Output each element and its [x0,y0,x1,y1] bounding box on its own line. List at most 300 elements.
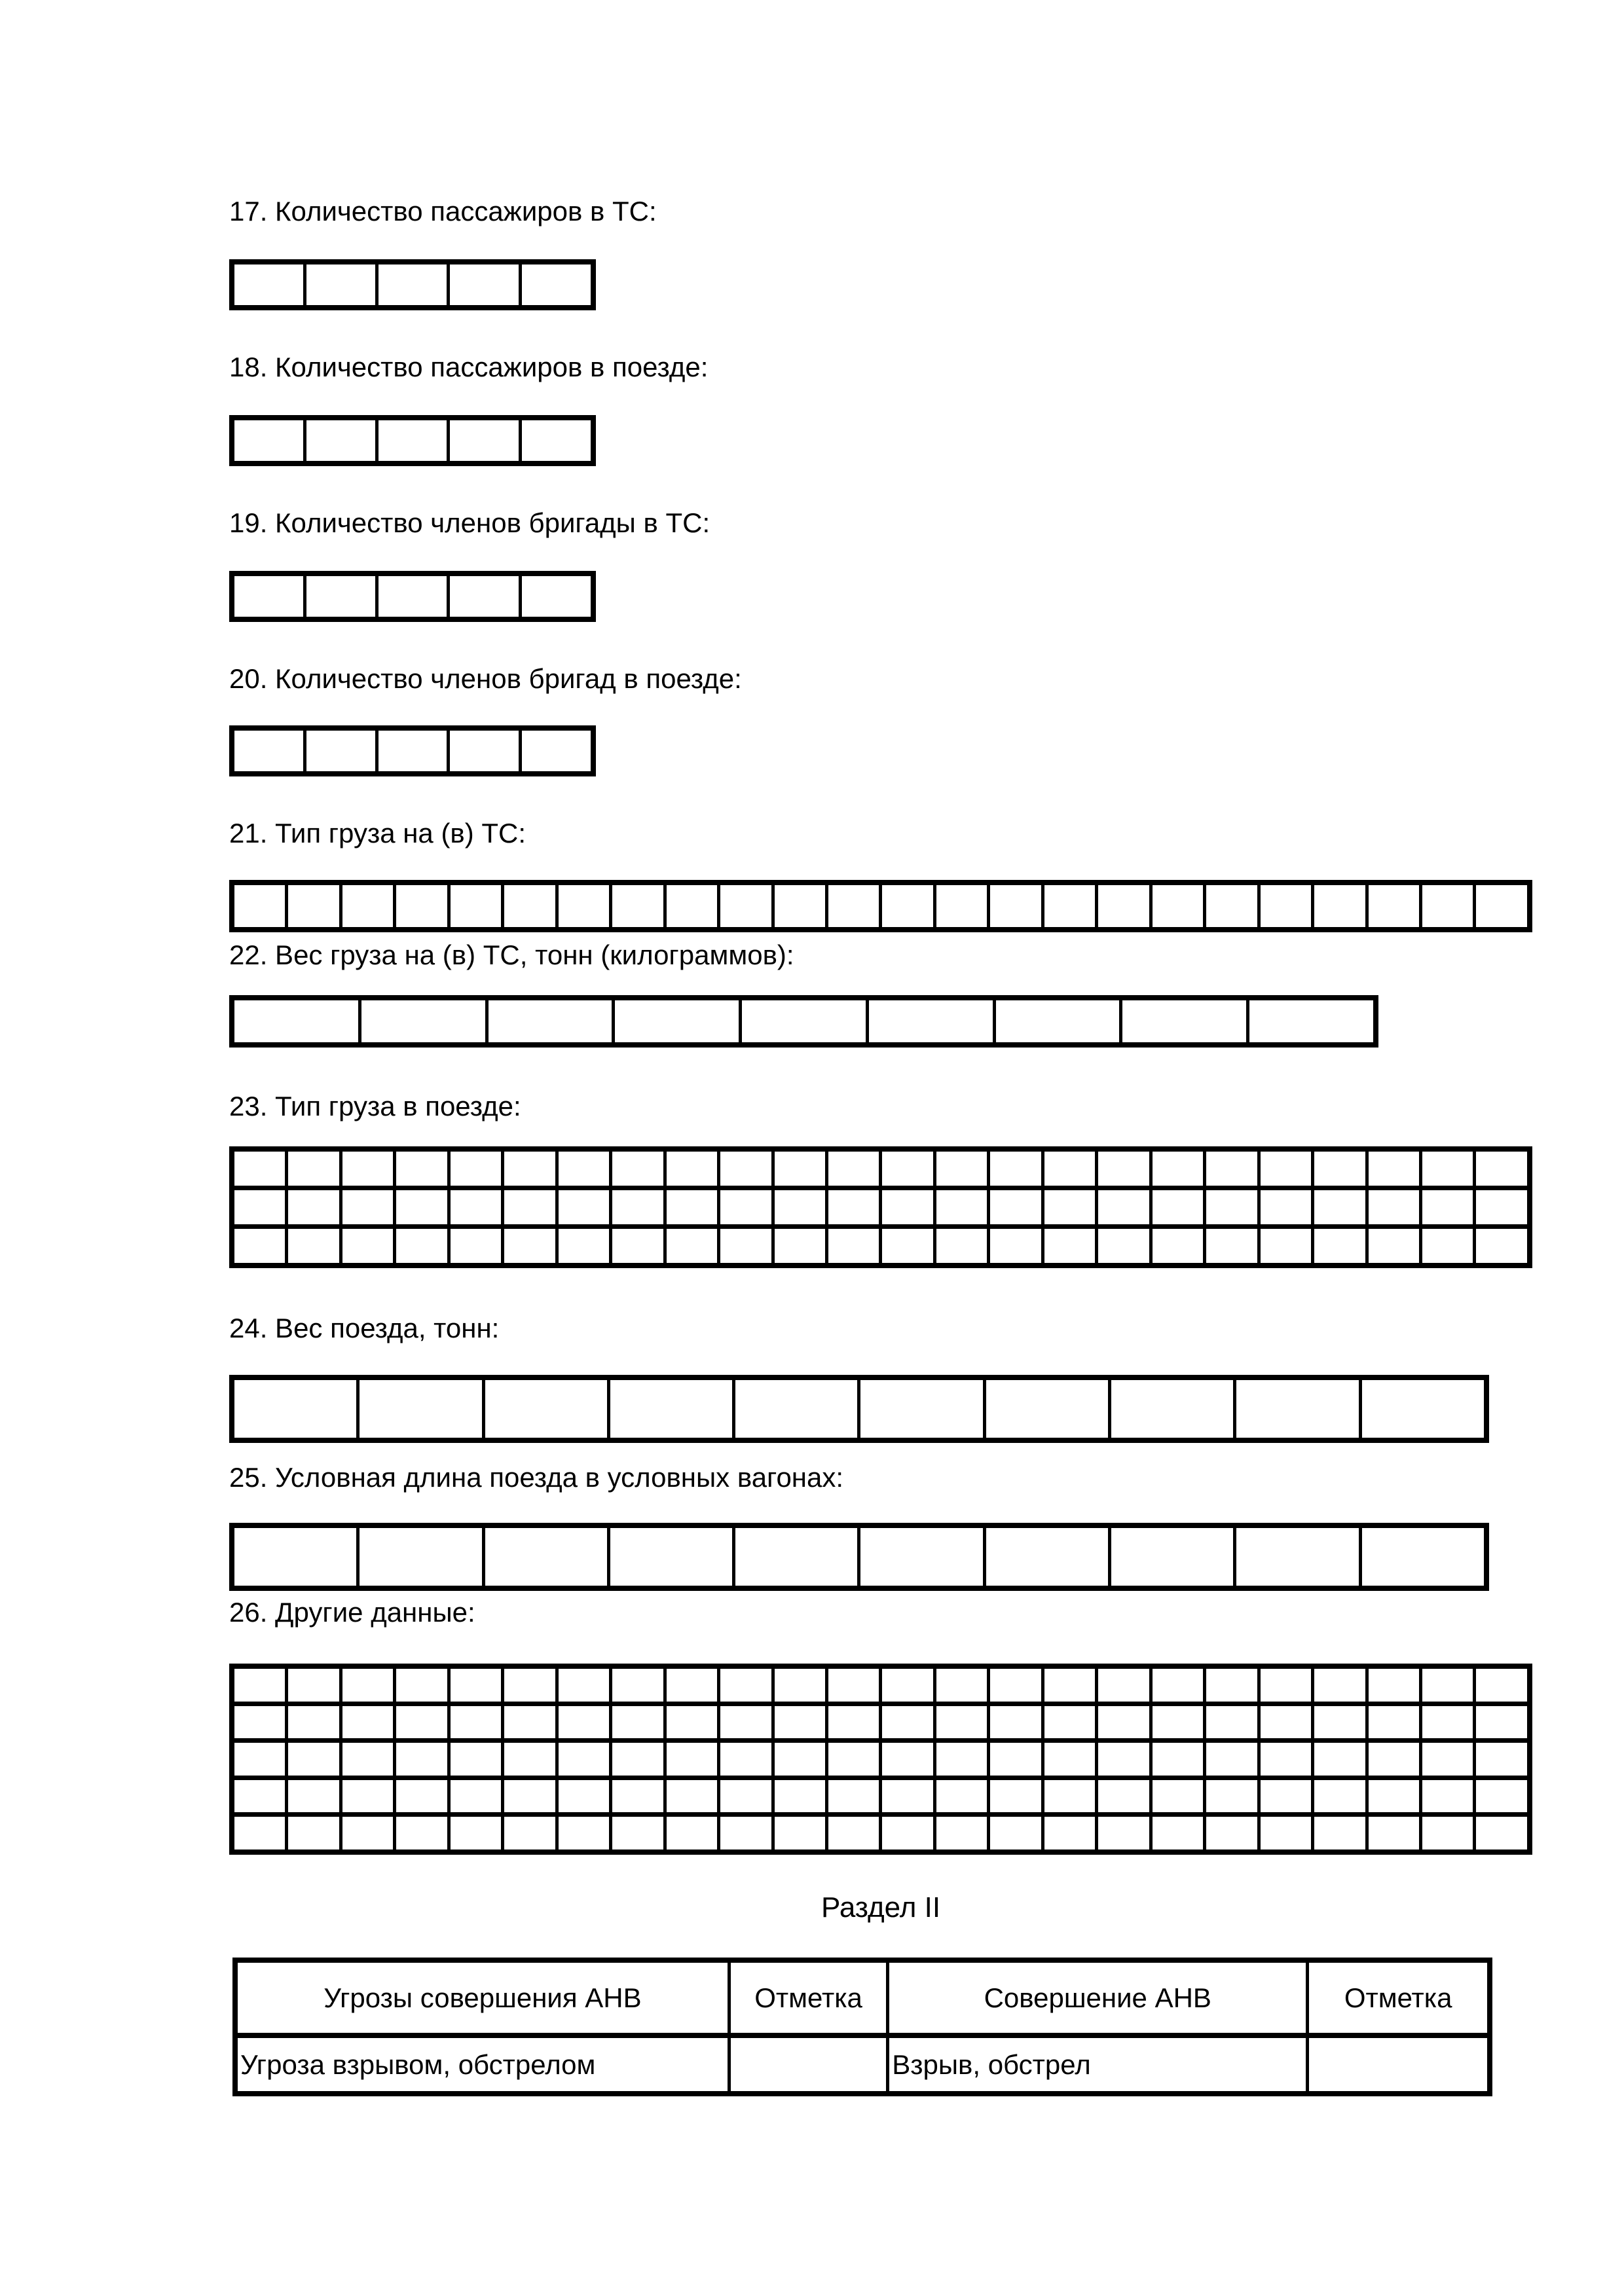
field-26-boxes [229,1664,1532,1855]
char-cell [501,1817,555,1850]
char-cell [825,1817,879,1850]
char-cell [879,1152,932,1186]
char-cell [1041,1669,1095,1702]
field-17-label: 17. Количество пассажиров в ТС: [229,196,657,227]
char-cell [663,1669,717,1702]
char-box-row [234,731,591,771]
char-cell [234,1528,356,1586]
char-cell [1041,1229,1095,1263]
char-cell [234,420,303,461]
char-cell [501,1743,555,1776]
char-cell [609,1743,663,1776]
char-cell [555,1229,609,1263]
char-cell [1311,1152,1365,1186]
char-cell [1257,1669,1311,1702]
char-cell [393,1229,447,1263]
char-cell [857,1380,982,1438]
char-cell [825,1780,879,1813]
char-cell [717,1669,771,1702]
char-cell [234,1000,358,1042]
char-cell [771,1780,825,1813]
field-21-label: 21. Тип груза на (в) ТС: [229,818,526,848]
char-cell [1257,1706,1311,1739]
char-cell [1041,1817,1095,1850]
char-cell [879,1669,932,1702]
char-cell [933,1190,987,1224]
field-22-boxes [229,995,1378,1048]
char-cell [1203,1780,1257,1813]
char-box-row [234,420,591,461]
char-cell [1257,1229,1311,1263]
char-cell [555,1780,609,1813]
char-cell [501,885,555,927]
char-cell [987,1817,1041,1850]
char-cell [1419,1743,1473,1776]
char-box-row [234,1738,1527,1776]
char-cell [771,1190,825,1224]
header-threats: Угрозы совершения АНВ [323,1982,642,2013]
char-cell [739,1000,866,1042]
char-cell [1419,1780,1473,1813]
char-cell [879,1817,932,1850]
section-2-title: Раздел II [821,1891,941,1923]
char-cell [519,420,591,461]
char-cell [447,264,519,305]
char-cell [375,731,447,771]
char-cell [339,1190,393,1224]
char-cell [612,1000,739,1042]
char-cell [1149,1706,1203,1739]
char-cell [447,1669,501,1702]
char-cell [375,264,447,305]
char-cell [879,1190,932,1224]
char-cell [933,1780,987,1813]
char-cell [356,1528,481,1586]
char-cell [1365,1706,1419,1739]
char-cell [1365,1743,1419,1776]
char-cell [234,1780,285,1813]
char-cell [234,1380,356,1438]
threats-table-header-row [238,1963,1487,2033]
char-cell [1419,1190,1473,1224]
char-cell [1041,1190,1095,1224]
field-24-boxes [229,1375,1489,1443]
char-cell [825,1743,879,1776]
char-cell [933,1706,987,1739]
char-cell [519,576,591,617]
char-cell [1149,1817,1203,1850]
char-cell [1311,885,1365,927]
char-box-row [234,1152,1527,1186]
char-cell [717,1152,771,1186]
char-cell [482,1380,607,1438]
char-cell [609,1152,663,1186]
char-cell [1203,1669,1257,1702]
char-cell [825,885,879,927]
char-cell [285,885,339,927]
char-cell [519,731,591,771]
char-cell [234,1229,285,1263]
char-cell [447,1817,501,1850]
header-mark-2: Отметка [1306,1963,1487,2033]
char-cell [1149,1229,1203,1263]
char-cell [358,1000,485,1042]
field-23-boxes [229,1146,1532,1268]
char-cell [1311,1190,1365,1224]
char-cell [285,1229,339,1263]
char-cell [234,1743,285,1776]
field-20-boxes [229,725,596,776]
char-cell [1473,1190,1526,1224]
field-26-label: 26. Другие данные: [229,1597,475,1628]
char-cell [447,885,501,927]
threats-table [232,1958,1492,2096]
char-cell [234,1190,285,1224]
char-cell [879,1706,932,1739]
char-cell [987,1152,1041,1186]
char-cell [1365,1669,1419,1702]
char-cell [663,1706,717,1739]
char-cell [1257,1743,1311,1776]
char-cell [1203,1190,1257,1224]
char-cell [356,1380,481,1438]
char-cell [717,1780,771,1813]
char-cell [393,1152,447,1186]
char-cell [987,885,1041,927]
char-cell [933,1817,987,1850]
char-box-row [234,576,591,617]
char-cell [771,1229,825,1263]
char-cell [879,1743,932,1776]
char-cell [607,1528,732,1586]
char-cell [1149,1669,1203,1702]
char-cell [555,885,609,927]
char-cell [393,1780,447,1813]
char-cell [519,264,591,305]
field-25-label: 25. Условная длина поезда в условных вагонах: [229,1462,844,1493]
char-cell [447,1152,501,1186]
char-cell [485,1000,612,1042]
char-cell [339,1780,393,1813]
char-cell [1473,1780,1526,1813]
char-cell [1473,1669,1526,1702]
char-cell [1311,1706,1365,1739]
char-cell [879,1780,932,1813]
char-cell [339,1743,393,1776]
char-cell [933,885,987,927]
char-cell [1233,1528,1358,1586]
char-cell [609,1669,663,1702]
field-18-boxes [229,415,596,466]
char-cell [234,1817,285,1850]
char-cell [933,1152,987,1186]
char-cell [285,1152,339,1186]
char-cell [447,731,519,771]
char-cell [447,1190,501,1224]
char-cell [447,1780,501,1813]
char-cell [1257,885,1311,927]
char-cell [609,885,663,927]
char-cell [285,1190,339,1224]
char-cell [375,576,447,617]
char-cell [234,264,303,305]
char-cell [1419,1817,1473,1850]
table-row [238,2033,1487,2091]
char-cell [771,1706,825,1739]
header-commission: Совершение АНВ [886,1963,1306,2033]
char-cell [285,1817,339,1850]
char-cell [825,1229,879,1263]
char-cell [1311,1229,1365,1263]
char-cell [1419,885,1473,927]
char-cell [933,1743,987,1776]
char-cell [1095,885,1149,927]
char-cell [234,1669,285,1702]
field-23-label: 23. Тип груза в поезде: [229,1091,521,1121]
char-cell [1041,1706,1095,1739]
char-cell [1359,1528,1484,1586]
char-cell [285,1743,339,1776]
char-cell [825,1669,879,1702]
char-cell [555,1669,609,1702]
char-cell [1365,1152,1419,1186]
cell-commission-type: Взрыв, обстрел [886,2038,1306,2091]
char-cell [555,1817,609,1850]
char-cell [1203,1817,1257,1850]
char-cell [393,1669,447,1702]
char-cell [555,1743,609,1776]
char-cell [771,1669,825,1702]
char-cell [393,1190,447,1224]
char-cell [234,1152,285,1186]
char-cell [609,1190,663,1224]
char-cell [303,420,375,461]
char-cell [1149,1780,1203,1813]
char-cell [234,1706,285,1739]
char-cell [879,1229,932,1263]
char-cell [987,1706,1041,1739]
char-cell [339,1706,393,1739]
char-cell [1203,885,1257,927]
char-cell [1095,1190,1149,1224]
char-cell [393,1743,447,1776]
char-cell [1473,1817,1526,1850]
char-cell [447,420,519,461]
char-cell [393,885,447,927]
char-box-row [234,1812,1527,1850]
field-22-label: 22. Вес груза на (в) ТС, тонн (килограммов): [229,939,794,970]
char-cell [609,1706,663,1739]
char-cell [1149,885,1203,927]
char-cell [501,1190,555,1224]
char-cell [1419,1229,1473,1263]
char-cell [1257,1152,1311,1186]
char-cell [1203,1706,1257,1739]
char-cell [1041,1743,1095,1776]
char-cell [339,1152,393,1186]
char-cell [339,1229,393,1263]
char-cell [375,420,447,461]
char-cell [663,1743,717,1776]
char-cell [1119,1000,1246,1042]
char-cell [303,576,375,617]
char-cell [1311,1669,1365,1702]
char-box-row [234,1000,1373,1042]
char-cell [1311,1743,1365,1776]
char-cell [987,1743,1041,1776]
char-cell [1359,1380,1484,1438]
char-cell [1257,1780,1311,1813]
char-cell [1041,1152,1095,1186]
char-box-row [234,1224,1527,1263]
char-cell [663,1780,717,1813]
char-cell [983,1380,1108,1438]
char-cell [987,1190,1041,1224]
char-cell [555,1152,609,1186]
char-cell [717,1743,771,1776]
char-box-row [234,1186,1527,1224]
char-cell [1257,1817,1311,1850]
field-21-boxes [229,880,1532,932]
field-25-boxes [229,1523,1489,1591]
char-cell [609,1229,663,1263]
char-cell [393,1706,447,1739]
char-cell [555,1190,609,1224]
char-cell [1108,1528,1233,1586]
char-cell [234,576,303,617]
char-cell [555,1706,609,1739]
char-cell [447,576,519,617]
char-cell [663,1152,717,1186]
char-cell [339,1817,393,1850]
char-cell [1473,1152,1526,1186]
char-cell [1095,1743,1149,1776]
char-cell [663,1190,717,1224]
char-box-row [234,1528,1484,1586]
cell-commission-mark [1306,2038,1487,2091]
char-cell [1257,1190,1311,1224]
char-cell [1041,885,1095,927]
char-cell [987,1229,1041,1263]
char-cell [717,885,771,927]
char-cell [1149,1743,1203,1776]
cell-threat-mark [728,2038,886,2091]
char-cell [1419,1152,1473,1186]
char-cell [1095,1669,1149,1702]
field-19-label: 19. Количество членов бригады в ТС: [229,507,710,538]
char-cell [609,1780,663,1813]
char-cell [1473,1743,1526,1776]
char-cell [1311,1817,1365,1850]
cell-threat-type: Угроза взрывом, обстрелом [240,2049,596,2080]
char-cell [1419,1669,1473,1702]
field-19-boxes [229,571,596,622]
char-cell [1041,1780,1095,1813]
char-cell [825,1190,879,1224]
char-cell [771,1743,825,1776]
char-cell [234,885,285,927]
char-cell [771,885,825,927]
char-cell [1473,885,1526,927]
char-cell [607,1380,732,1438]
char-cell [339,885,393,927]
char-cell [771,1817,825,1850]
char-cell [1095,1817,1149,1850]
char-cell [1473,1229,1526,1263]
char-cell [339,1669,393,1702]
char-cell [825,1706,879,1739]
char-box-row [234,1702,1527,1739]
char-cell [482,1528,607,1586]
char-cell [771,1152,825,1186]
char-cell [1311,1780,1365,1813]
header-mark-1: Отметка [728,1963,886,2033]
char-cell [1203,1743,1257,1776]
char-cell [1365,1229,1419,1263]
char-cell [234,731,303,771]
char-box-row [234,1776,1527,1813]
char-cell [285,1706,339,1739]
char-cell [1203,1152,1257,1186]
field-20-label: 20. Количество членов бригад в поезде: [229,663,742,694]
char-cell [285,1669,339,1702]
char-cell [1095,1152,1149,1186]
char-cell [732,1528,857,1586]
char-cell [933,1229,987,1263]
char-cell [1473,1706,1526,1739]
char-cell [663,1817,717,1850]
char-cell [303,264,375,305]
char-cell [993,1000,1120,1042]
char-cell [501,1152,555,1186]
char-cell [1365,1780,1419,1813]
char-box-row [234,1669,1527,1702]
char-cell [447,1706,501,1739]
char-cell [501,1706,555,1739]
char-cell [1108,1380,1233,1438]
char-cell [663,885,717,927]
char-cell [609,1817,663,1850]
char-cell [1365,1190,1419,1224]
char-cell [987,1669,1041,1702]
char-cell [1246,1000,1373,1042]
char-cell [717,1817,771,1850]
char-cell [1095,1229,1149,1263]
field-17-boxes [229,259,596,310]
char-cell [501,1229,555,1263]
char-cell [879,885,932,927]
char-cell [501,1780,555,1813]
char-cell [1149,1152,1203,1186]
char-cell [717,1190,771,1224]
char-box-row [234,885,1527,927]
char-cell [1095,1706,1149,1739]
char-cell [866,1000,993,1042]
char-cell [1365,1817,1419,1850]
char-cell [717,1229,771,1263]
char-cell [1365,885,1419,927]
char-cell [1149,1190,1203,1224]
char-cell [447,1229,501,1263]
char-cell [303,731,375,771]
char-cell [933,1669,987,1702]
char-cell [285,1780,339,1813]
char-cell [501,1669,555,1702]
char-cell [1419,1706,1473,1739]
char-cell [717,1706,771,1739]
char-cell [825,1152,879,1186]
char-box-row [234,1380,1484,1438]
